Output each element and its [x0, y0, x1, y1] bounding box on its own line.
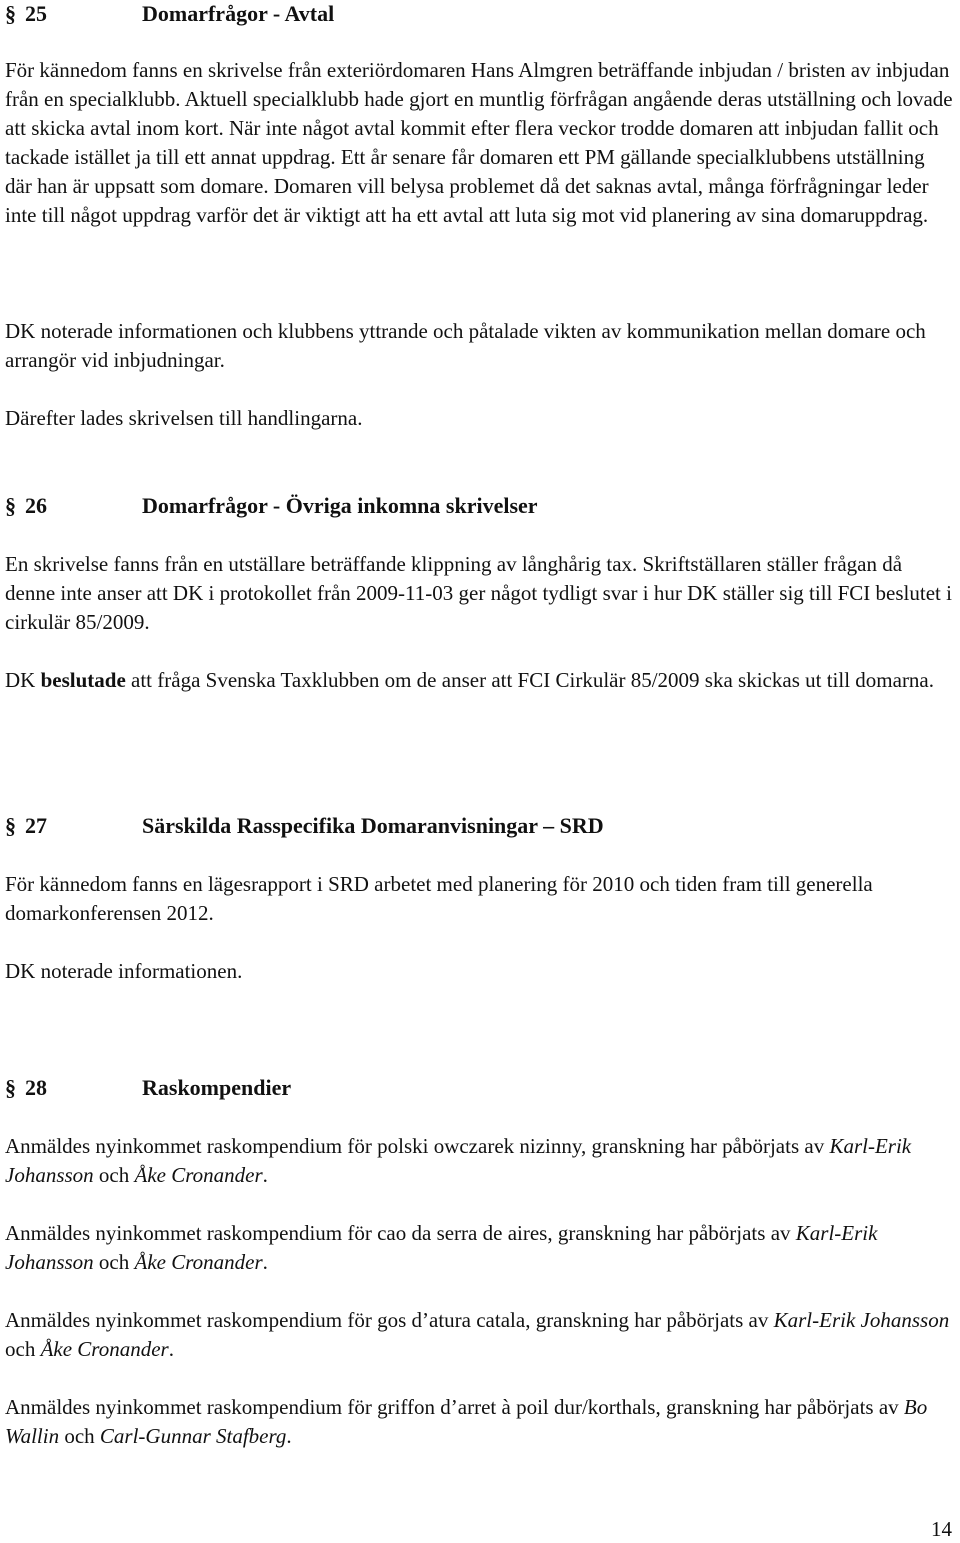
section-heading-26 — [5, 492, 538, 520]
section-title: Domarfrågor - Övriga inkomna skrivelser — [142, 493, 538, 518]
reviewer-name: Karl-Erik Johansson — [5, 1221, 878, 1274]
section-25-paragraph-3: Därefter lades skrivelsen till handlingarna. — [5, 406, 363, 430]
section-26-decision: DK beslutade att fråga Svenska Taxklubben om de anser att FCI Cirkulär 85/2009 ska skickas ut till domarna. — [5, 668, 935, 692]
section-symbol: § — [5, 813, 16, 838]
reviewer-name: Karl-Erik Johansson — [5, 1134, 912, 1187]
section-heading-27 — [5, 812, 604, 840]
section-27-paragraph-2: DK noterade informationen. — [5, 959, 243, 983]
section-symbol: § — [5, 493, 16, 518]
reviewer-name: Åke Cronander — [134, 1163, 263, 1187]
decision-keyword: beslutade — [40, 668, 126, 692]
section-number: 27 — [25, 813, 47, 838]
section-28-entry-4: Anmäldes nyinkommet raskompendium för griffon d’arret à poil dur/korthals, granskning har påbörjats av Bo Wallin och Carl-Gunnar Stafberg. — [5, 1395, 928, 1448]
section-title: Raskompendier — [142, 1075, 292, 1100]
section-26-paragraph-1: En skrivelse fanns från en utställare beträffande klippning av långhårig tax. Skriftställaren ställer frågan då denne inte anser att DK i protokollet från 2009-11-03 ger något tydligt svar i hur DK ställer sig till FCI beslutet i cirkulär 85/2009. — [5, 552, 952, 634]
reviewer-name: Carl-Gunnar Stafberg — [99, 1424, 287, 1448]
section-symbol: § — [5, 1075, 16, 1100]
section-symbol: § — [5, 1, 16, 26]
section-title: Domarfrågor - Avtal — [142, 1, 335, 26]
section-heading-25 — [5, 0, 335, 28]
section-25-paragraph-2: DK noterade informationen och klubbens yttrande och påtalade vikten av kommunikation mellan domare och arrangör vid inbjudningar. — [5, 319, 926, 372]
section-number: 25 — [25, 1, 47, 26]
section-heading-28 — [5, 1074, 292, 1102]
section-title: Särskilda Rasspecifika Domaranvisningar – SRD — [142, 813, 604, 838]
section-28-entry-3: Anmäldes nyinkommet raskompendium för gos d’atura catala, granskning har påbörjats av Karl-Erik Johansson och Åke Cronander. — [5, 1308, 950, 1361]
reviewer-name: Åke Cronander — [134, 1250, 263, 1274]
reviewer-name: Åke Cronander — [40, 1337, 169, 1361]
page-number: 14 — [931, 1517, 952, 1541]
section-28-entry-1: Anmäldes nyinkommet raskompendium för polski owczarek nizinny, granskning har påbörjats av Karl-Erik Johansson och Åke Cronander. — [5, 1134, 912, 1187]
section-25-paragraph-1: För kännedom fanns en skrivelse från exteriördomaren Hans Almgren beträffande inbjudan / bristen av inbjudan från en specialklubb. Aktuell specialklubb hade gjort en muntlig förfrågan angående deras utställning och lovade att skicka avtal inom kort. När inte något avtal kommit efter flera veckor trodde domaren att inbjudan fallit och tackade istället ja till ett annat uppdrag. Ett år senare får domaren ett PM gällande specialklubbens utställning där han är uppsatt som domare. Domaren vill belysa problemet då det saknas avtal, många förfrågningar leder inte till något uppdrag varför det är viktigt att ha ett avtal att luta sig mot vid planering av sina domaruppdrag. — [5, 58, 953, 227]
reviewer-name: Karl-Erik Johansson — [773, 1308, 950, 1332]
section-28-entry-2: Anmäldes nyinkommet raskompendium för cao da serra de aires, granskning har påbörjats av Karl-Erik Johansson och Åke Cronander. — [5, 1221, 878, 1274]
section-number: 28 — [25, 1075, 47, 1100]
section-number: 26 — [25, 493, 47, 518]
section-27-paragraph-1: För kännedom fanns en lägesrapport i SRD arbetet med planering för 2010 och tiden fram till generella domarkonferensen 2012. — [5, 872, 873, 925]
reviewer-name: Bo Wallin — [5, 1395, 928, 1448]
